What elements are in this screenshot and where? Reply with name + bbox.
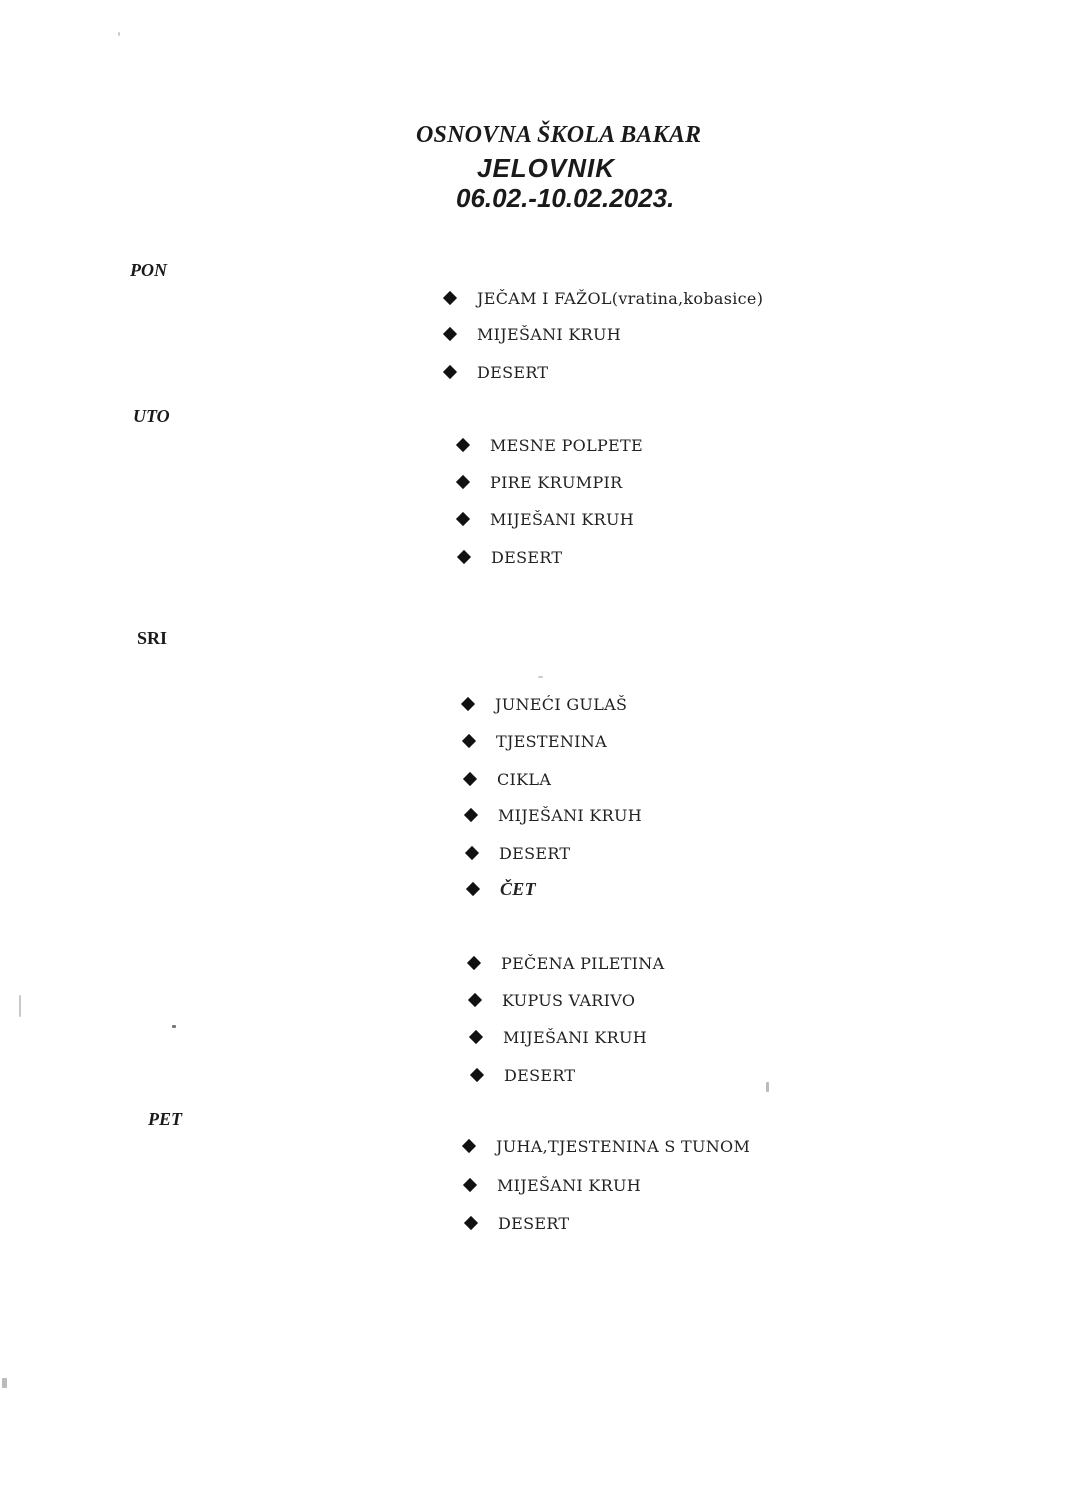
menu-item-text: DESERT bbox=[491, 547, 563, 567]
black-diamond-icon bbox=[466, 882, 480, 896]
date-range: 06.02.-10.02.2023. bbox=[456, 183, 675, 213]
black-diamond-icon bbox=[462, 1139, 476, 1153]
menu-item-text: JEČAM I FAŽOL(vratina,kobasice) bbox=[477, 288, 764, 308]
menu-item-wed-6 bbox=[468, 877, 536, 901]
menu-item-text: JUNEĆI GULAŠ bbox=[495, 694, 628, 714]
menu-item-thu-2 bbox=[470, 988, 635, 1012]
scan-speck bbox=[19, 995, 21, 1017]
menu-item-fri-3 bbox=[466, 1211, 569, 1235]
menu-item-fri-1 bbox=[464, 1134, 750, 1158]
menu-item-tue-1 bbox=[458, 433, 643, 457]
black-diamond-icon bbox=[443, 365, 457, 379]
menu-item-tue-3 bbox=[458, 507, 634, 531]
day-label-fri: PET bbox=[148, 1109, 182, 1129]
black-diamond-icon bbox=[463, 1178, 477, 1192]
black-diamond-icon bbox=[467, 956, 481, 970]
menu-item-tue-2 bbox=[458, 470, 623, 494]
black-diamond-icon bbox=[470, 1068, 484, 1082]
menu-item-text: MIJEŠANI KRUH bbox=[497, 1175, 642, 1195]
scan-speck bbox=[2, 1378, 7, 1388]
black-diamond-icon bbox=[463, 772, 477, 786]
black-diamond-icon bbox=[469, 1030, 483, 1044]
menu-item-mon-2 bbox=[445, 322, 621, 346]
scan-speck bbox=[538, 676, 543, 678]
black-diamond-icon bbox=[464, 808, 478, 822]
black-diamond-icon bbox=[457, 550, 471, 564]
black-diamond-icon bbox=[464, 1216, 478, 1230]
menu-item-text: PEČENA PILETINA bbox=[501, 953, 665, 973]
menu-item-mon-1 bbox=[445, 286, 763, 310]
menu-item-wed-3 bbox=[465, 767, 551, 791]
menu-item-wed-5 bbox=[467, 841, 570, 865]
menu-item-text: MIJEŠANI KRUH bbox=[477, 324, 622, 344]
day-label-mon: PON bbox=[130, 260, 167, 280]
menu-item-wed-2 bbox=[464, 729, 607, 753]
school-name: OSNOVNA ŠKOLA BAKAR bbox=[416, 122, 702, 148]
menu-item-text: DESERT bbox=[504, 1065, 576, 1085]
menu-item-text: CIKLA bbox=[497, 769, 552, 789]
menu-item-text: DESERT bbox=[477, 362, 549, 382]
page-title: JELOVNIK bbox=[477, 153, 616, 183]
menu-item-text: MESNE POLPETE bbox=[490, 435, 643, 455]
menu-item-thu-3 bbox=[471, 1025, 647, 1049]
black-diamond-icon bbox=[456, 475, 470, 489]
menu-item-text: KUPUS VARIVO bbox=[502, 990, 636, 1010]
menu-item-text: MIJEŠANI KRUH bbox=[503, 1027, 648, 1047]
menu-item-wed-4 bbox=[466, 803, 642, 827]
menu-item-thu-1 bbox=[469, 951, 664, 975]
black-diamond-icon bbox=[443, 291, 457, 305]
black-diamond-icon bbox=[465, 846, 479, 860]
menu-item-mon-3 bbox=[445, 360, 548, 384]
menu-item-text: DESERT bbox=[499, 843, 571, 863]
day-label-tue: UTO bbox=[133, 406, 170, 426]
menu-item-text: TJESTENINA bbox=[496, 731, 607, 751]
black-diamond-icon bbox=[443, 327, 457, 341]
menu-item-fri-2 bbox=[465, 1173, 641, 1197]
menu-item-text: JUHA,TJESTENINA S TUNOM bbox=[496, 1136, 751, 1156]
scan-speck bbox=[172, 1025, 176, 1028]
black-diamond-icon bbox=[461, 697, 475, 711]
menu-item-text: MIJEŠANI KRUH bbox=[490, 509, 635, 529]
scan-speck bbox=[766, 1082, 769, 1092]
menu-item-thu-4 bbox=[472, 1063, 575, 1087]
black-diamond-icon bbox=[456, 512, 470, 526]
day-label-thu: ČET bbox=[500, 878, 536, 899]
day-label-wed: SRI bbox=[137, 628, 168, 648]
menu-item-tue-4 bbox=[459, 545, 562, 569]
black-diamond-icon bbox=[468, 993, 482, 1007]
menu-item-text: PIRE KRUMPIR bbox=[490, 472, 623, 492]
menu-item-wed-1 bbox=[463, 692, 627, 716]
menu-item-text: DESERT bbox=[498, 1213, 570, 1233]
black-diamond-icon bbox=[456, 438, 470, 452]
scan-speck bbox=[118, 32, 120, 36]
black-diamond-icon bbox=[462, 734, 476, 748]
menu-item-text: MIJEŠANI KRUH bbox=[498, 805, 643, 825]
